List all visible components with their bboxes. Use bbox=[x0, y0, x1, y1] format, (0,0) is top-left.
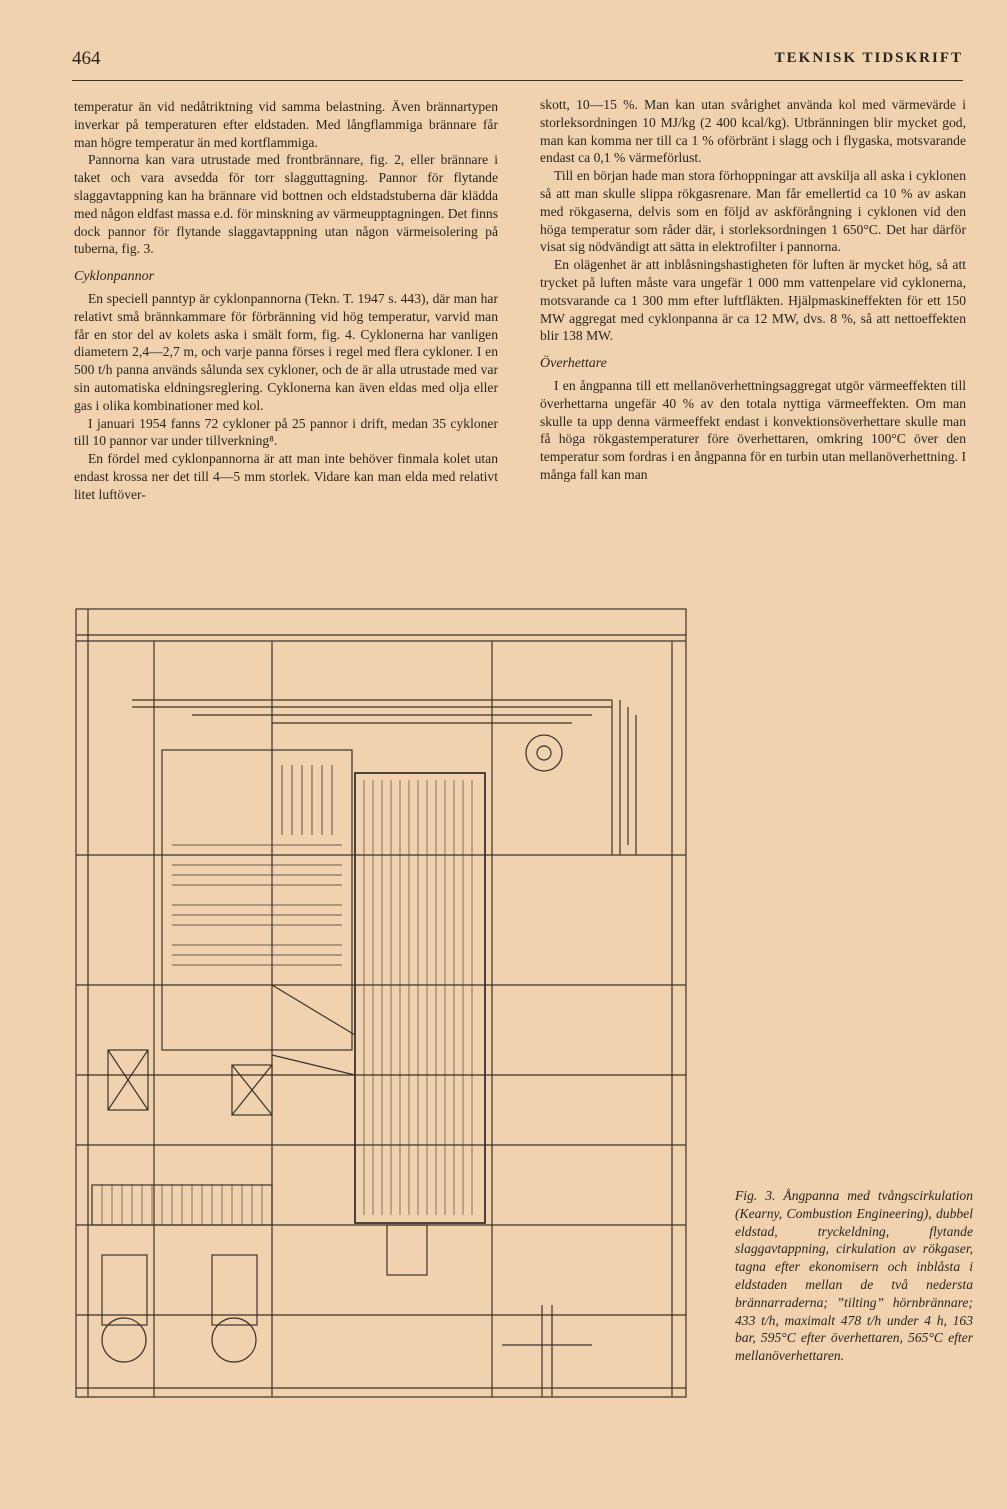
section-heading-overhettare: Överhettare bbox=[540, 356, 607, 372]
page-header bbox=[72, 48, 963, 78]
left-column bbox=[74, 98, 498, 504]
paragraph: En olägenhet är att inblåsningshastigheten för luften är mycket hög, så att trycket på luften måste vara ungefär 1 000 mm vattenpelare vid cyklonerna, motsvarande ca 1 300 mm efter luftfläkten. Hjälpmaskineffekten för ett 150 MW aggregat med cyklonpanna är ca 12 MW, dvs. 8 %, så att nettoeffekten blir 138 MW. bbox=[540, 257, 966, 344]
paragraph: Pannorna kan vara utrustade med frontbrännare, fig. 2, eller brännare i taket och vara avsedda för torr slagguttagning. Pannor för flytande slaggavtappning kan ha brännare vid bottnen och eldstadstuberna där klädda med någon eldfast massa e.d. för minskning av värmeupptagningen. Det finns dock pannor för flytande slaggavtappning utan någon värmeisolering på tuberna, fig. 3. bbox=[74, 152, 498, 257]
boiler-cross-section-drawing bbox=[72, 605, 697, 1405]
paragraph: Till en början hade man stora förhoppningar att avskilja all aska i cyklonen så att man skulle slippa rökgasrenare. Man får emellertid ca 10 % av askan med rökgaserna, delvis som en följd av askförångning i cyklonen vid den höga temperatur som råder där, i storleksordningen 1 650°C. Det har därför visat sig nödvändigt att sätta in elektrofilter i pannorna. bbox=[540, 168, 966, 255]
paragraph: temperatur än vid nedåtriktning vid samma belastning. Även brännartypen inverkar på temperaturen efter eldstaden. Med långflammiga brännare får man högre temperatur än med kortflammiga. bbox=[74, 99, 498, 150]
paragraph: I en ångpanna till ett mellanöverhettningsaggregat utgör värmeeffekten till överhettarna ungefär 40 % av den totala nyttiga värmeeffekten. Om man skulle ta upp denna värmeeffekt endast i konvektionsöverhettare skulle man få höga rökgastemperaturer före överhettaren, omkring 100°C över den temperatur som fordras i en ångpanna för en turbin utan mellanöverhettning. I många fall kan man bbox=[540, 377, 966, 482]
journal-title: TEKNISK TIDSKRIFT bbox=[774, 50, 963, 66]
paragraph: En speciell panntyp är cyklonpannorna (Tekn. T. 1947 s. 443), där man har relativt små brännkammare för förbränning vid hög temperatur, varvid man får en stor del av kolets aska i smält form, fig. 4. Cyklonerna har vanligen diametern 2,4—2,7 m, och varje panna förses i regel med flera cykloner. I en 500 t/h panna används sålunda sex cykloner, och de är alla utrustade med var sin automatiska eldningsreglering. Cyklonerna kan även eldas med olja eller gas i olika kombinationer med kol. bbox=[74, 290, 498, 413]
header-divider bbox=[72, 80, 963, 81]
page-number: 464 bbox=[72, 48, 101, 69]
paragraph: I januari 1954 fanns 72 cykloner på 25 pannor i drift, medan 35 cykloner till 10 pannor var under tillverkning⁸. bbox=[74, 415, 498, 449]
paragraph: skott, 10—15 %. Man kan utan svårighet använda kol med värmevärde i storleksordningen 10 MJ/kg (2 400 kcal/kg). Utbränningen blir mycket god, man kan komma ner till ca 1 % oförbränt i slagg och i flygaska, motsvarande endast ca 0,1 % värmeförlust. bbox=[540, 97, 966, 166]
section-heading-cyklonpannor: Cyklonpannor bbox=[74, 269, 155, 285]
figure-caption: Fig. 3. Ångpanna med tvångscirkulation (Kearny, Combustion Engineering), dubbel eldstad, tryckeldning, flytande slaggavtappning, cirkulation av rökgaser, tagna efter ekonomisern och inblåsta i eldstaden mellan de två nedersta brännarraderna; ”tilting” hörnbrännare; 433 t/h, maximalt 478 t/h under 4 h, 163 bar, 595°C efter överhettaren, 565°C efter mellanöverhettaren. bbox=[735, 1188, 973, 1364]
boiler-drawing-figure bbox=[72, 605, 697, 1405]
paragraph: En fördel med cyklonpannorna är att man inte behöver finmala kolet utan endast krossa ner det till 4—5 mm storlek. Vidare kan man elda med relativt litet luftöver- bbox=[74, 451, 498, 502]
right-column bbox=[540, 96, 966, 484]
